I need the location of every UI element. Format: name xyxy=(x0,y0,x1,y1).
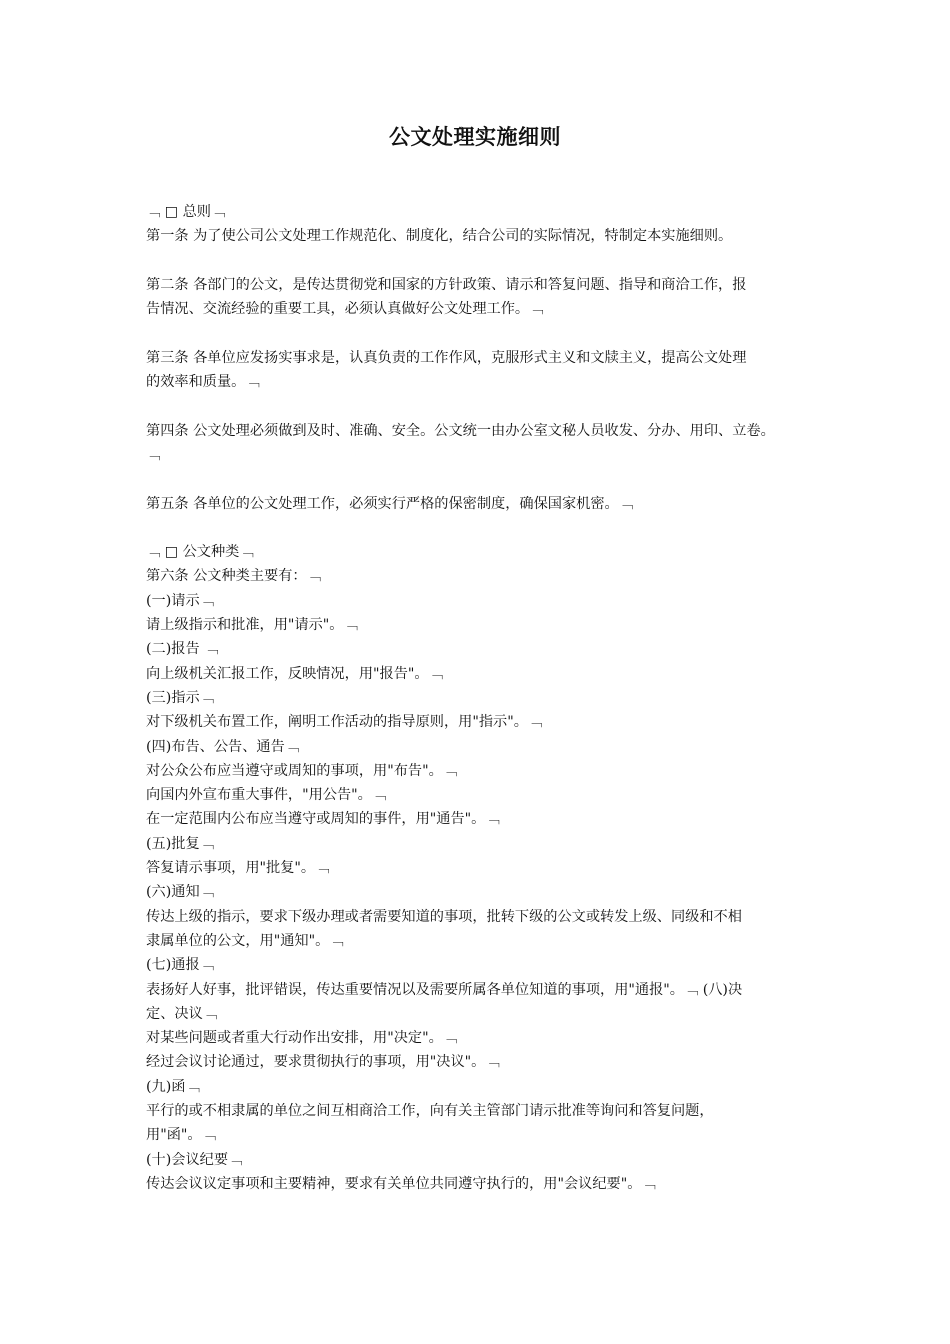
list-item-text: 请上级指示和批准，用"请示"。﹁ xyxy=(146,617,358,634)
blank-line xyxy=(146,321,814,345)
article-5-line-1: 第五条 各单位的公文处理工作，必须实行严格的保密制度，确保国家机密。﹁ xyxy=(146,495,633,512)
section-heading-types: ﹁ □ 公文种类﹁ xyxy=(146,544,254,561)
blank-line xyxy=(146,249,814,273)
blank-line xyxy=(146,467,814,491)
list-item-text: 向上级机关汇报工作，反映情况，用"报告"。﹁ xyxy=(146,665,443,682)
list-item-heading: (七)通报﹁ xyxy=(146,957,214,974)
list-item-text: 在一定范围内公布应当遵守或周知的事件，用"通告"。﹁ xyxy=(146,811,500,828)
list-item-text: 表扬好人好事，批评错误，传达重要情况以及需要所属各单位知道的事项，用"通报"。﹁ (八)决 xyxy=(146,981,743,998)
article-2-line-1: 第二条 各部门的公文，是传达贯彻党和国家的方针政策、请示和答复问题、指导和商洽工作，报 xyxy=(146,276,747,293)
list-item-heading: (三)指示﹁ xyxy=(146,689,214,706)
list-item-text: 平行的或不相隶属的单位之间互相商洽工作，向有关主管部门请示批准等询问和答复问题， xyxy=(146,1102,714,1119)
list-item-text: 向国内外宣布重大事件，"用公告"。﹁ xyxy=(146,787,387,804)
list-item-heading: (四)布告、公告、通告﹁ xyxy=(146,738,299,755)
list-item-text: 传达会议议定事项和主要精神，要求有关单位共同遵守执行的，用"会议纪要"。﹁ xyxy=(146,1175,656,1192)
list-item-heading: (五)批复﹁ xyxy=(146,835,214,852)
article-4-line-1: 第四条 公文处理必须做到及时、准确、安全。公文统一由办公室文秘人员收发、分办、用印、立卷。 xyxy=(146,422,775,439)
list-item-text: 对公众公布应当遵守或周知的事项，用"布告"。﹁ xyxy=(146,762,457,779)
list-item-text: 对下级机关布置工作，阐明工作活动的指导原则，用"指示"。﹁ xyxy=(146,714,543,731)
article-6-line: 第六条 公文种类主要有：﹁ xyxy=(146,568,321,585)
list-item-heading: (九)函﹁ xyxy=(146,1078,200,1095)
list-item-heading: (六)通知﹁ xyxy=(146,884,214,901)
article-1-line-1: 第一条 为了使公司公文处理工作规范化、制度化，结合公司的实际情况，特制定本实施细则。 xyxy=(146,228,733,245)
list-item-text: 经过会议讨论通过，要求贯彻执行的事项，用"决议"。﹁ xyxy=(146,1054,500,1071)
list-item-text: 隶属单位的公文，用"通知"。﹁ xyxy=(146,932,344,949)
document-body xyxy=(146,200,814,1196)
blank-line xyxy=(146,394,814,418)
article-3-line-2: 的效率和质量。﹁ xyxy=(146,374,260,391)
article-2-line-2: 告情况、交流经验的重要工具，必须认真做好公文处理工作。﹁ xyxy=(146,301,544,318)
page-title: 公文处理实施细则 xyxy=(389,125,561,149)
section-heading-general: ﹁ □ 总则﹁ xyxy=(146,204,226,220)
list-item-heading: 定、决议﹁ xyxy=(146,1005,217,1022)
article-4-line-2: ﹁ xyxy=(146,446,161,463)
list-item-heading: (二)报告 ﹁ xyxy=(146,641,219,658)
list-item-text: 传达上级的指示，要求下级办理或者需要知道的事项，批转下级的公文或转发上级、同级和不相 xyxy=(146,908,742,925)
list-item-heading: (一)请示﹁ xyxy=(146,592,214,609)
list-item-text: 对某些问题或者重大行动作出安排，用"决定"。﹁ xyxy=(146,1030,457,1047)
list-item-heading: (十)会议纪要﹁ xyxy=(146,1151,243,1168)
blank-line xyxy=(146,516,814,540)
list-item-text: 用"函"。﹁ xyxy=(146,1127,216,1144)
list-item-text: 答复请示事项，用"批复"。﹁ xyxy=(146,860,330,877)
article-3-line-1: 第三条 各单位应发扬实事求是，认真负责的工作作风，克服形式主义和文牍主义，提高公文处理 xyxy=(146,349,747,366)
